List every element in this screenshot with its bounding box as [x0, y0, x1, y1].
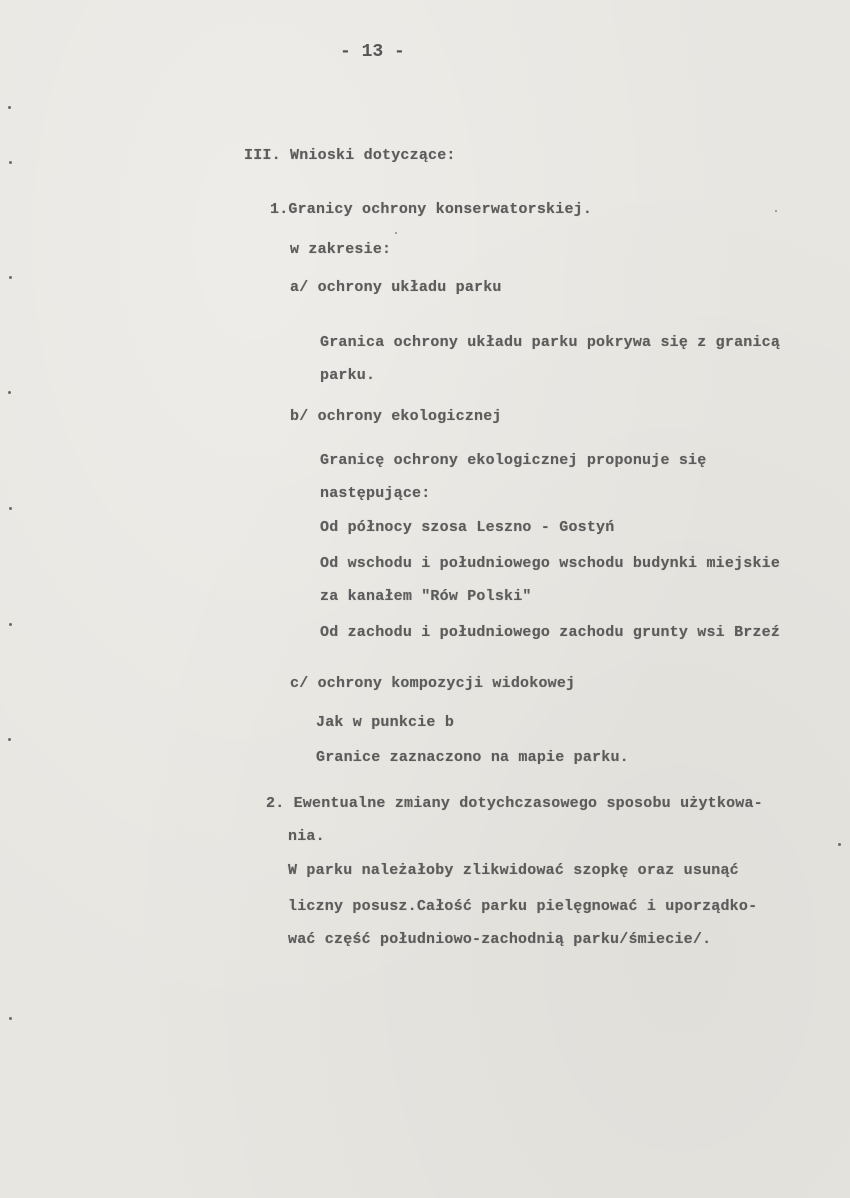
section-2-line-1: W parku należałoby zlikwidować szopkę oraz usunąć: [288, 862, 739, 879]
section-2-line-3: wać część południowo-zachodnią parku/śmiecie/.: [288, 931, 712, 948]
margin-mark: [8, 106, 11, 109]
subsection-c-label: c/ ochrony kompozycji widokowej: [290, 675, 576, 692]
page-number: - 13 -: [340, 42, 405, 62]
scope-label: w zakresie:: [290, 241, 392, 258]
margin-mark: [9, 623, 12, 626]
subsection-b-line-4: Od wschodu i południowego wschodu budynki miejskie: [320, 555, 781, 572]
section-1-title: 1.Granicy ochrony konserwatorskiej.: [270, 201, 593, 218]
section-heading: III. Wnioski dotyczące:: [244, 147, 456, 164]
margin-mark: [838, 843, 841, 846]
section-2-line-2: liczny posusz.Całość parku pielęgnować i uporządko-: [288, 898, 758, 915]
subsection-b-line-3: Od północy szosa Leszno - Gostyń: [320, 519, 615, 536]
subsection-b-line-1: Granicę ochrony ekologicznej proponuje się: [320, 452, 707, 469]
section-2-title-line-1: 2. Ewentualne zmiany dotychczasowego sposobu użytkowa-: [266, 795, 763, 812]
subsection-a-label: a/ ochrony układu parku: [290, 279, 502, 296]
subsection-a-text-line-2: parku.: [320, 367, 376, 384]
margin-mark: [8, 391, 11, 394]
margin-mark: [9, 507, 12, 510]
margin-mark: [9, 1017, 12, 1020]
margin-mark: [9, 276, 12, 279]
margin-mark: [9, 161, 12, 164]
subsection-b-line-2: następujące:: [320, 485, 431, 502]
subsection-c-line-1: Jak w punkcie b: [316, 714, 455, 731]
paper-speck: [775, 210, 777, 212]
subsection-a-text-line-1: Granica ochrony układu parku pokrywa się z granicą: [320, 334, 781, 351]
subsection-b-label: b/ ochrony ekologicznej: [290, 408, 502, 425]
subsection-b-line-5: za kanałem "Rów Polski": [320, 588, 532, 605]
paper-speck: [395, 232, 397, 234]
subsection-c-line-2: Granice zaznaczono na mapie parku.: [316, 749, 629, 766]
section-2-title-line-2: nia.: [288, 828, 325, 845]
margin-mark: [8, 738, 11, 741]
subsection-b-line-6: Od zachodu i południowego zachodu grunty wsi Brzeź: [320, 624, 781, 641]
